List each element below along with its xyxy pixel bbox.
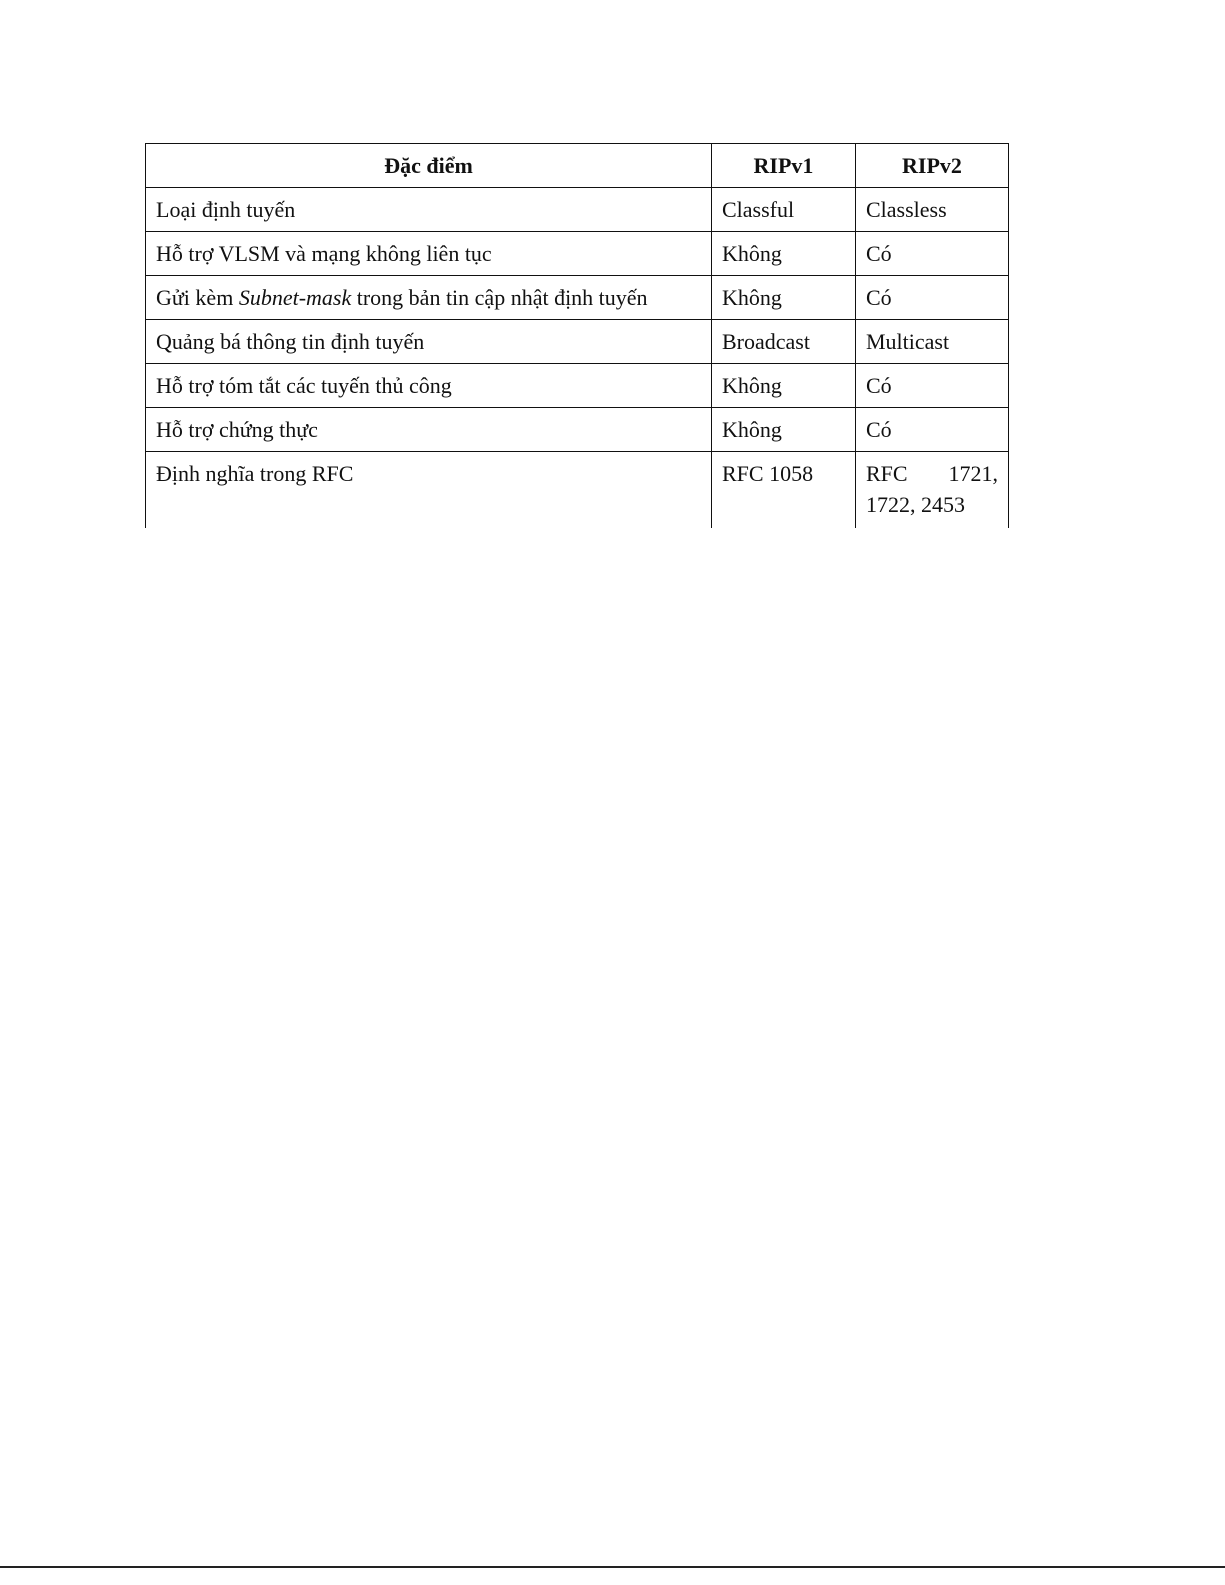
ripv1-cell: Không bbox=[712, 232, 856, 276]
ripv1-cell: Không bbox=[712, 364, 856, 408]
ripv2-cell: Có bbox=[856, 364, 1009, 408]
rfc-text: 1721, bbox=[948, 461, 998, 486]
ripv2-cell bbox=[856, 452, 1009, 529]
ripv1-cell: Không bbox=[712, 276, 856, 320]
ripv1-cell: RFC 1058 bbox=[712, 452, 856, 529]
ripv2-cell: Multicast bbox=[856, 320, 1009, 364]
feature-text: trong bản tin cập nhật định tuyến bbox=[351, 285, 648, 310]
ripv1-cell: Classful bbox=[712, 188, 856, 232]
table-row bbox=[146, 408, 1009, 452]
feature-cell: Hỗ trợ chứng thực bbox=[146, 408, 712, 452]
feature-cell: Định nghĩa trong RFC bbox=[146, 452, 712, 529]
feature-cell: Quảng bá thông tin định tuyến bbox=[146, 320, 712, 364]
rfc-text: RFC bbox=[866, 461, 908, 486]
table-row bbox=[146, 276, 1009, 320]
table-row bbox=[146, 188, 1009, 232]
table-row bbox=[146, 320, 1009, 364]
rfc-line: 1722, 2453 bbox=[866, 492, 965, 517]
page-bottom-border bbox=[0, 1566, 1225, 1568]
ripv2-cell: Có bbox=[856, 408, 1009, 452]
header-ripv2: RIPv2 bbox=[856, 144, 1009, 188]
ripv2-cell: Có bbox=[856, 276, 1009, 320]
table-row bbox=[146, 452, 1009, 529]
ripv1-cell: Không bbox=[712, 408, 856, 452]
header-ripv1: RIPv1 bbox=[712, 144, 856, 188]
feature-cell bbox=[146, 276, 712, 320]
table-row bbox=[146, 364, 1009, 408]
header-feature: Đặc điểm bbox=[146, 144, 712, 188]
feature-cell: Loại định tuyến bbox=[146, 188, 712, 232]
table-header-row bbox=[146, 144, 1009, 188]
feature-text: Gửi kèm bbox=[156, 285, 239, 310]
rfc-list bbox=[866, 458, 998, 520]
ripv2-cell: Có bbox=[856, 232, 1009, 276]
ripv2-cell: Classless bbox=[856, 188, 1009, 232]
rip-comparison-table bbox=[145, 143, 1009, 528]
rfc-line bbox=[866, 458, 998, 489]
table-row bbox=[146, 232, 1009, 276]
feature-emphasis: Subnet-mask bbox=[238, 285, 352, 310]
ripv1-cell: Broadcast bbox=[712, 320, 856, 364]
feature-cell: Hỗ trợ VLSM và mạng không liên tục bbox=[146, 232, 712, 276]
feature-cell: Hỗ trợ tóm tắt các tuyến thủ công bbox=[146, 364, 712, 408]
